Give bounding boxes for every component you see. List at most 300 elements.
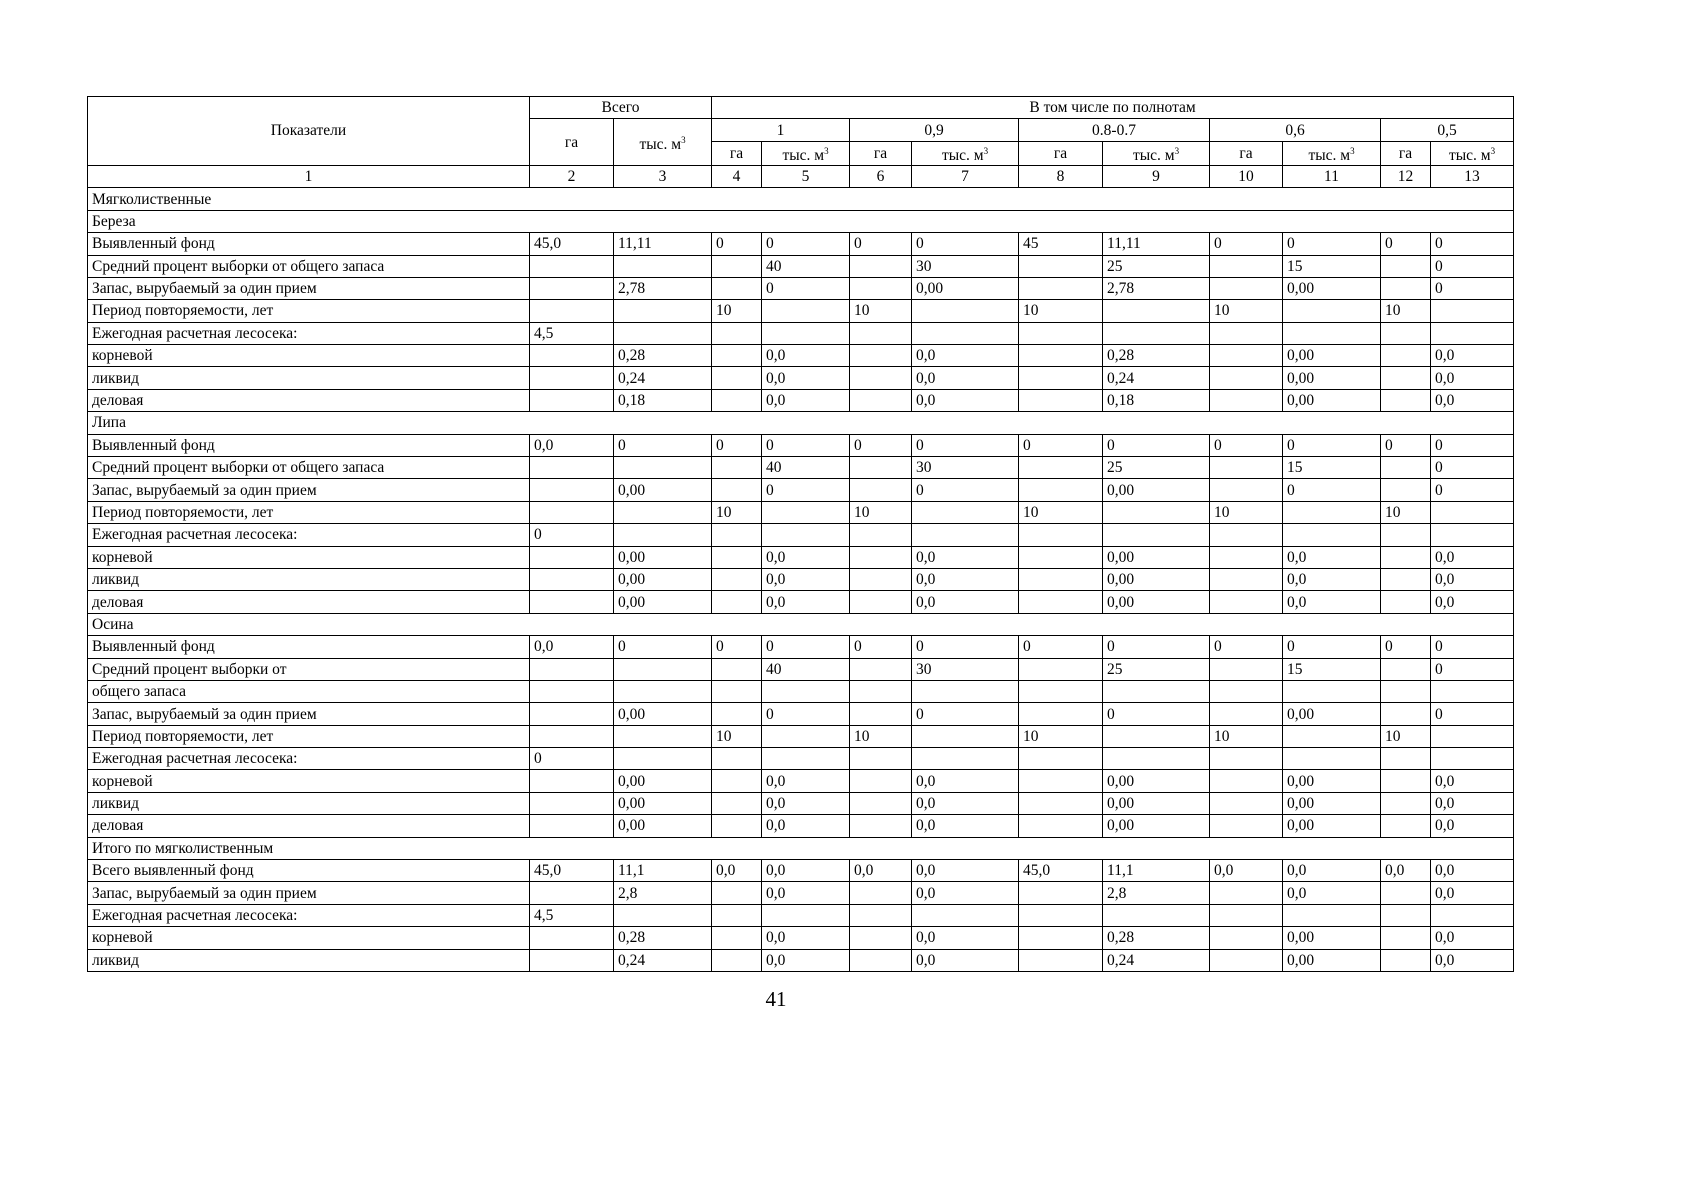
table-cell: [850, 792, 912, 814]
table-cell: [1431, 322, 1514, 344]
table-cell: 0,0: [762, 815, 850, 837]
table-cell: [912, 322, 1019, 344]
table-cell: [614, 725, 712, 747]
table-cell: [850, 680, 912, 702]
table-cell: [530, 568, 614, 590]
table-cell: [1019, 524, 1103, 546]
table-cell: 0,00: [1283, 345, 1381, 367]
table-row: [88, 345, 1514, 367]
table-cell: [1019, 792, 1103, 814]
row-label: общего запаса: [88, 680, 530, 702]
table-cell: 0: [1381, 636, 1431, 658]
table-cell: 0: [1210, 434, 1283, 456]
table-cell: [850, 255, 912, 277]
table-cell: 0,00: [614, 792, 712, 814]
table-cell: [1381, 568, 1431, 590]
header-unit-m3: тыс. $м^3$: [762, 141, 850, 165]
table-cell: [1210, 479, 1283, 501]
table-cell: [850, 949, 912, 971]
table-cell: 0,0: [1431, 792, 1514, 814]
table-cell: [712, 367, 762, 389]
table-cell: 0: [712, 636, 762, 658]
table-body: [88, 188, 1514, 972]
table-cell: 0: [1431, 703, 1514, 725]
table-row: [88, 591, 1514, 613]
table-cell: [1381, 904, 1431, 926]
table-cell: [1283, 524, 1381, 546]
table-cell: 0,00: [614, 546, 712, 568]
table-cell: [530, 300, 614, 322]
table-cell: 0: [762, 636, 850, 658]
table-cell: [850, 524, 912, 546]
table-row: [88, 658, 1514, 680]
table-cell: 0,00: [1283, 927, 1381, 949]
table-cell: [614, 322, 712, 344]
row-label: ликвид: [88, 568, 530, 590]
table-cell: [712, 703, 762, 725]
table-row: [88, 680, 1514, 702]
table-cell: 0,00: [1103, 770, 1210, 792]
table-cell: 0,0: [1431, 815, 1514, 837]
table-cell: [1210, 568, 1283, 590]
table-row: [88, 882, 1514, 904]
header-density-1: 1: [712, 119, 850, 141]
table-cell: [1210, 322, 1283, 344]
table-cell: 40: [762, 658, 850, 680]
table-cell: 0,0: [762, 860, 850, 882]
table-cell: 0: [850, 233, 912, 255]
table-cell: [712, 524, 762, 546]
table-cell: [850, 546, 912, 568]
table-cell: [712, 658, 762, 680]
table-cell: [1381, 591, 1431, 613]
table-cell: [1019, 255, 1103, 277]
column-number: 10: [1210, 165, 1283, 187]
table-cell: 0,0: [1283, 882, 1381, 904]
table-cell: [850, 882, 912, 904]
table-cell: [1210, 367, 1283, 389]
row-label: Средний процент выборки от общего запаса: [88, 457, 530, 479]
table-cell: 0: [1283, 434, 1381, 456]
table-cell: 2,78: [1103, 277, 1210, 299]
table-cell: 0: [850, 434, 912, 456]
table-cell: [530, 770, 614, 792]
table-cell: [1019, 568, 1103, 590]
table-cell: [1381, 524, 1431, 546]
table-cell: [1431, 300, 1514, 322]
table-cell: 30: [912, 457, 1019, 479]
table-cell: [1381, 927, 1431, 949]
column-number: 11: [1283, 165, 1381, 187]
table-cell: [1431, 680, 1514, 702]
table-cell: 0,0: [762, 568, 850, 590]
table-cell: 0,0: [912, 815, 1019, 837]
table-cell: [1103, 300, 1210, 322]
table-cell: 0,0: [1431, 882, 1514, 904]
table-cell: [712, 949, 762, 971]
table-cell: 10: [712, 501, 762, 523]
table-cell: [1019, 457, 1103, 479]
table-cell: [712, 792, 762, 814]
header-total: Всего: [530, 97, 712, 119]
table-cell: [1210, 457, 1283, 479]
table-cell: 0: [762, 277, 850, 299]
table-cell: 0,0: [1431, 546, 1514, 568]
table-cell: [1431, 524, 1514, 546]
table-cell: [1019, 882, 1103, 904]
page-number: 41: [765, 987, 787, 1011]
column-number: 13: [1431, 165, 1514, 187]
table-cell: [1381, 322, 1431, 344]
table-cell: 0,0: [1431, 345, 1514, 367]
table-cell: [1210, 658, 1283, 680]
table-cell: 0: [530, 748, 614, 770]
table-cell: 0,0: [1381, 860, 1431, 882]
table-cell: 0: [1431, 479, 1514, 501]
column-number: 12: [1381, 165, 1431, 187]
table-cell: 0,0: [1431, 367, 1514, 389]
column-number: 4: [712, 165, 762, 187]
table-cell: 0,0: [912, 882, 1019, 904]
table-cell: [1210, 770, 1283, 792]
table-cell: [530, 680, 614, 702]
table-cell: 0: [1381, 434, 1431, 456]
table-cell: 0,28: [1103, 345, 1210, 367]
row-label: деловая: [88, 815, 530, 837]
table-cell: [530, 345, 614, 367]
table-cell: [850, 815, 912, 837]
table-row: [88, 546, 1514, 568]
table-cell: [762, 524, 850, 546]
table-cell: 0,00: [1103, 568, 1210, 590]
table-cell: 0: [762, 233, 850, 255]
table-cell: 0: [912, 703, 1019, 725]
table-cell: 0: [1019, 434, 1103, 456]
row-label: Период повторяемости, лет: [88, 300, 530, 322]
table-cell: [712, 815, 762, 837]
table-cell: 0,0: [912, 591, 1019, 613]
table-cell: [850, 389, 912, 411]
table-cell: [912, 680, 1019, 702]
column-number: 5: [762, 165, 850, 187]
table-cell: [614, 658, 712, 680]
table-cell: [614, 300, 712, 322]
table-row: [88, 770, 1514, 792]
section-title: Липа: [88, 412, 1514, 434]
table-row: [88, 434, 1514, 456]
table-cell: 0: [1103, 703, 1210, 725]
table-cell: 10: [1210, 300, 1283, 322]
table-cell: 0,0: [762, 591, 850, 613]
row-label: ликвид: [88, 949, 530, 971]
table-cell: 0,00: [1103, 479, 1210, 501]
table-cell: 25: [1103, 255, 1210, 277]
table-cell: 10: [1381, 725, 1431, 747]
table-cell: 0,00: [1283, 770, 1381, 792]
table-cell: [850, 322, 912, 344]
table-cell: 0: [1283, 636, 1381, 658]
table-cell: [850, 568, 912, 590]
row-label: Запас, вырубаемый за один прием: [88, 703, 530, 725]
header-total-m3: тыс. $м^3$: [614, 119, 712, 166]
forest-harvest-table: [87, 96, 1514, 972]
table-cell: [912, 300, 1019, 322]
row-label: Период повторяемости, лет: [88, 501, 530, 523]
table-row: [88, 949, 1514, 971]
table-cell: 0,0: [1283, 860, 1381, 882]
table-cell: [530, 546, 614, 568]
table-cell: 15: [1283, 255, 1381, 277]
section-row: [88, 210, 1514, 232]
table-cell: [712, 277, 762, 299]
table-cell: [1019, 367, 1103, 389]
table-cell: [1210, 680, 1283, 702]
table-cell: 45: [1019, 233, 1103, 255]
table-cell: 0: [912, 636, 1019, 658]
table-cell: 10: [1019, 300, 1103, 322]
table-cell: 0: [1283, 479, 1381, 501]
table-cell: [614, 524, 712, 546]
table-row: [88, 389, 1514, 411]
table-cell: 0,0: [762, 792, 850, 814]
table-cell: [1019, 658, 1103, 680]
row-label: Ежегодная расчетная лесосека:: [88, 524, 530, 546]
column-number: 3: [614, 165, 712, 187]
table-cell: [850, 658, 912, 680]
table-cell: 0,28: [614, 345, 712, 367]
table-cell: [530, 367, 614, 389]
table-cell: [712, 770, 762, 792]
table-cell: 10: [850, 725, 912, 747]
row-label: корневой: [88, 546, 530, 568]
table-cell: 2,8: [1103, 882, 1210, 904]
header-unit-m3: тыс. $м^3$: [912, 141, 1019, 165]
table-cell: [762, 725, 850, 747]
table-cell: 0,00: [1283, 792, 1381, 814]
header-unit-m3: тыс. $м^3$: [1103, 141, 1210, 165]
table-cell: 0: [614, 636, 712, 658]
table-cell: 10: [1210, 501, 1283, 523]
table-cell: [912, 524, 1019, 546]
table-cell: [1019, 680, 1103, 702]
table-row: [88, 815, 1514, 837]
table-cell: [530, 792, 614, 814]
table-cell: [1381, 703, 1431, 725]
table-cell: 10: [1210, 725, 1283, 747]
table-row: [88, 748, 1514, 770]
row-label: Выявленный фонд: [88, 434, 530, 456]
table-cell: 0,00: [614, 703, 712, 725]
table-cell: [1381, 479, 1431, 501]
table-cell: [1019, 277, 1103, 299]
table-cell: [614, 255, 712, 277]
table-cell: [530, 277, 614, 299]
table-cell: [1381, 345, 1431, 367]
table-cell: [762, 904, 850, 926]
row-label: Выявленный фонд: [88, 233, 530, 255]
table-cell: 40: [762, 255, 850, 277]
table-cell: [1210, 904, 1283, 926]
table-cell: 10: [712, 725, 762, 747]
table-cell: 30: [912, 255, 1019, 277]
table-cell: 0,0: [1431, 860, 1514, 882]
table-row: [88, 367, 1514, 389]
table-cell: 0: [1431, 636, 1514, 658]
table-cell: 15: [1283, 658, 1381, 680]
table-cell: 0: [1103, 636, 1210, 658]
table-cell: 0: [1431, 434, 1514, 456]
table-cell: 0,00: [614, 479, 712, 501]
table-cell: [1210, 882, 1283, 904]
table-cell: 0,00: [1103, 792, 1210, 814]
table-cell: 0: [712, 233, 762, 255]
table-cell: [1019, 748, 1103, 770]
table-cell: 0: [1210, 233, 1283, 255]
table-cell: 0,0: [912, 389, 1019, 411]
table-cell: [1210, 255, 1283, 277]
table-cell: [1431, 904, 1514, 926]
table-cell: 0,00: [1283, 277, 1381, 299]
table-cell: [530, 479, 614, 501]
table-cell: [712, 546, 762, 568]
table-cell: [850, 770, 912, 792]
table-cell: [614, 748, 712, 770]
table-cell: 0,0: [850, 860, 912, 882]
table-cell: [1210, 792, 1283, 814]
table-cell: 4,5: [530, 904, 614, 926]
table-cell: 0,24: [1103, 949, 1210, 971]
table-cell: 0,0: [912, 860, 1019, 882]
table-cell: [530, 591, 614, 613]
table-cell: [1381, 255, 1431, 277]
header-indicators: Показатели: [88, 97, 530, 166]
table-cell: [850, 591, 912, 613]
table-cell: 0: [1103, 434, 1210, 456]
header-density-06: 0,6: [1210, 119, 1381, 141]
table-row: [88, 277, 1514, 299]
table-row: [88, 725, 1514, 747]
table-row: [88, 904, 1514, 926]
table-cell: 0,00: [614, 815, 712, 837]
table-cell: 10: [1381, 300, 1431, 322]
table-cell: 0: [614, 434, 712, 456]
row-label: Ежегодная расчетная лесосека:: [88, 748, 530, 770]
table-cell: 10: [712, 300, 762, 322]
table-cell: [1210, 927, 1283, 949]
table-cell: 0: [1431, 255, 1514, 277]
table-cell: [912, 904, 1019, 926]
table-cell: [1019, 927, 1103, 949]
section-title: Мягколиственные: [88, 188, 1514, 210]
table-cell: [712, 748, 762, 770]
table-cell: 10: [1381, 501, 1431, 523]
table-cell: 25: [1103, 658, 1210, 680]
table-cell: 0,0: [1431, 591, 1514, 613]
table-cell: 0,0: [1431, 927, 1514, 949]
row-label: Запас, вырубаемый за один прием: [88, 882, 530, 904]
table-cell: 0,0: [912, 345, 1019, 367]
table-cell: [1019, 546, 1103, 568]
table-cell: 10: [1019, 725, 1103, 747]
table-cell: [1381, 658, 1431, 680]
table-cell: [1210, 703, 1283, 725]
table-cell: [530, 703, 614, 725]
row-label: Период повторяемости, лет: [88, 725, 530, 747]
table-cell: 0,0: [912, 367, 1019, 389]
table-header: [88, 97, 1514, 188]
section-row: [88, 613, 1514, 635]
table-cell: [1381, 792, 1431, 814]
table-cell: [614, 904, 712, 926]
table-row: [88, 860, 1514, 882]
section-row: [88, 412, 1514, 434]
table-cell: [1019, 479, 1103, 501]
column-number: 7: [912, 165, 1019, 187]
table-cell: 0,24: [614, 949, 712, 971]
table-cell: [850, 748, 912, 770]
column-number: 6: [850, 165, 912, 187]
table-cell: [1381, 367, 1431, 389]
table-cell: 0,0: [1431, 949, 1514, 971]
table-cell: [850, 277, 912, 299]
table-cell: 0,0: [912, 770, 1019, 792]
table-cell: [1210, 949, 1283, 971]
table-cell: 45,0: [1019, 860, 1103, 882]
table-cell: [1283, 680, 1381, 702]
table-cell: [712, 568, 762, 590]
table-cell: [912, 748, 1019, 770]
header-density-09: 0,9: [850, 119, 1019, 141]
table-cell: 0: [762, 434, 850, 456]
table-cell: [1019, 345, 1103, 367]
table-cell: 0,28: [614, 927, 712, 949]
table-cell: 0: [1381, 233, 1431, 255]
table-cell: 0,0: [912, 568, 1019, 590]
table-cell: 0,0: [762, 949, 850, 971]
row-label: Ежегодная расчетная лесосека:: [88, 904, 530, 926]
table-cell: [712, 457, 762, 479]
row-label: Ежегодная расчетная лесосека:: [88, 322, 530, 344]
table-cell: 0,0: [1431, 389, 1514, 411]
table-cell: [762, 300, 850, 322]
table-cell: 11,11: [614, 233, 712, 255]
table-cell: [1019, 904, 1103, 926]
table-cell: [1103, 725, 1210, 747]
table-cell: [1283, 322, 1381, 344]
table-cell: [712, 322, 762, 344]
header-total-ha: га: [530, 119, 614, 166]
table-row: [88, 233, 1514, 255]
table-cell: [712, 927, 762, 949]
table-cell: 0: [1019, 636, 1103, 658]
table-row: [88, 703, 1514, 725]
table-cell: [1381, 882, 1431, 904]
table-row: [88, 322, 1514, 344]
section-title: Итого по мягколиственным: [88, 837, 1514, 859]
table-cell: 0,0: [1283, 568, 1381, 590]
table-row: [88, 524, 1514, 546]
table-cell: 0,00: [614, 591, 712, 613]
table-cell: 0: [712, 434, 762, 456]
table-cell: [1381, 770, 1431, 792]
row-label: корневой: [88, 345, 530, 367]
table-cell: 0: [762, 479, 850, 501]
section-title: Осина: [88, 613, 1514, 635]
table-cell: 0,00: [1103, 591, 1210, 613]
table-cell: 0,0: [762, 927, 850, 949]
table-cell: 0,0: [912, 546, 1019, 568]
table-cell: 0,0: [762, 345, 850, 367]
